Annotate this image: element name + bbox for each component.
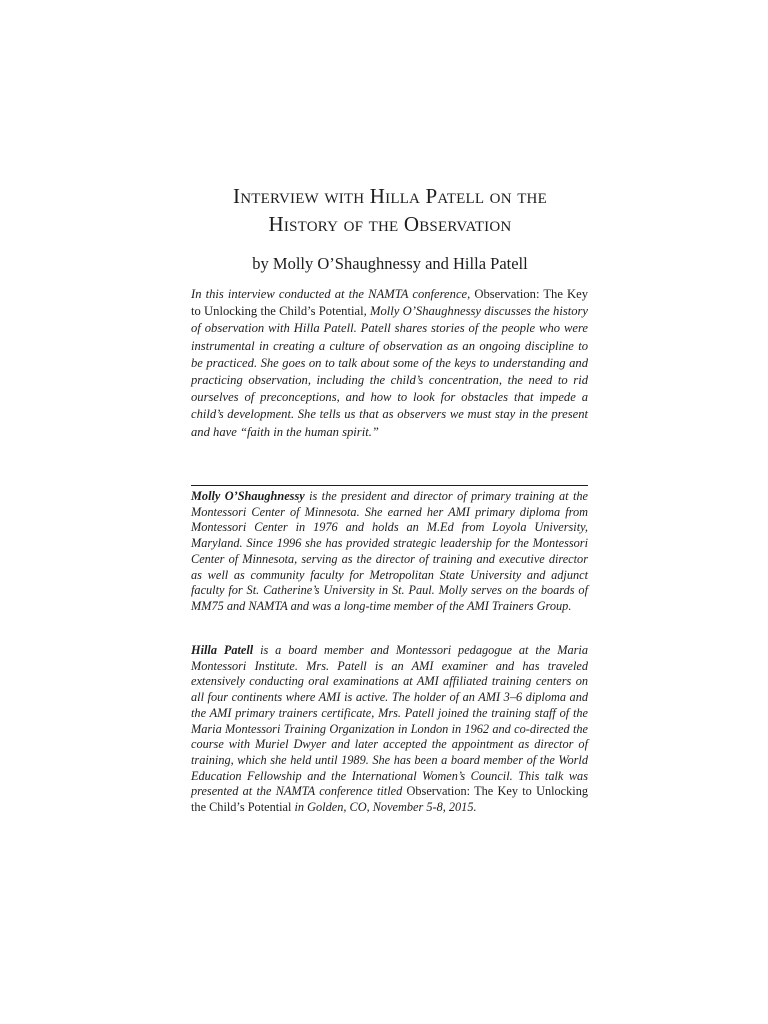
title-line-2: History of the Observation <box>268 212 512 236</box>
abstract-intro: In this interview conducted at the NAMTA conference, <box>191 287 475 301</box>
author-bio-hilla-closing: in Golden, CO, November 5-8, 2015. <box>291 800 477 815</box>
author-bio-hilla-text: is a board member and Montessori pedagogue at the Maria Montessori Institute. Mrs. Patell is an AMI examiner and has traveled extensively conducting oral examinations at AMI affiliated training centers on all four continents where AMI is active. The holder of an AMI 3–6 diploma and the AMI primary trainers certificate, Mrs. Patell joined the training staff of the Maria Montessori Training Organization in London in 1962 and co-directed the course with Muriel Dwyer and later accepted the appointment as director of training, which she held until 1989. She has been a board member of the World Education Fellowship and the International Women’s Council. This talk was presented at the NAMTA conference titled <box>191 643 588 799</box>
byline: by Molly O’Shaughnessy and Hilla Patell <box>252 254 528 273</box>
author-bio-molly <box>191 489 588 615</box>
title-line-1: Interview with Hilla Patell on the <box>233 184 547 208</box>
author-name-hilla: Hilla Patell <box>191 643 254 657</box>
author-name-molly: Molly O’Shaughnessy <box>191 489 305 503</box>
section-divider <box>191 485 588 486</box>
abstract <box>191 286 588 441</box>
abstract-conference-title: Observation: The Key to Unlocking the Child’s Potential <box>191 287 588 319</box>
article-title <box>150 182 630 238</box>
author-bio-molly-text: is the president and director of primary training at the Montessori Center of Minnesota. She earned her AMI primary diploma from Montessori Center in 1976 and holds an M.Ed from Loyola University, Maryland. Since 1996 she has provided strategic leadership for the Montessori Center of Minnesota, serving as the director of training and executive director as well as community faculty for Metropolitan State University and adjunct faculty for St. Catherine’s University in St. Paul. Molly serves on the boards of MM75 and NAMTA and was a long-time member of the AMI Trainers Group. <box>191 489 588 613</box>
abstract-body: , Molly O’Shaughnessy discusses the history of observation with Hilla Patell. Patell shares stories of the people who were instrumental in creating a culture of observation as an ongoing discipline to be practiced. She goes on to talk about some of the keys to understanding and practicing observation, including the child’s concentration, the need to rid ourselves of preconceptions, and how to look for obstacles that impede a child’s development. She tells us that as observers we must stay in the present and have “faith in the human spirit.” <box>191 304 589 439</box>
author-bio-hilla <box>191 643 588 816</box>
bio-conference-title: Observation: The Key to Unlocking the Child’s Potential <box>191 784 588 815</box>
